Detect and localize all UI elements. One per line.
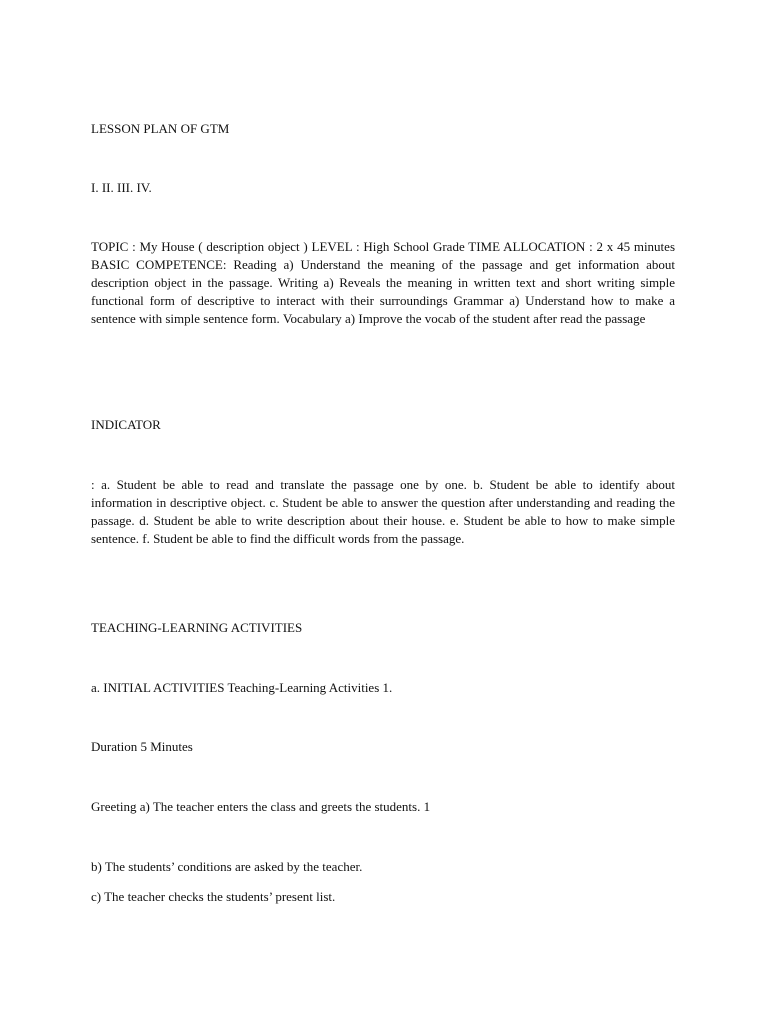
activity-item-b: b) The students’ conditions are asked by the teacher. — [91, 859, 363, 874]
duration-line: Duration 5 Minutes — [91, 739, 193, 754]
indicator-paragraph: : a. Student be able to read and translate the passage one by one. b. Student be able to identify about information in descriptive object. c. Student be able to answer the question after understanding and reading the passage. d. Student be able to write description about their house. e. Student be able to how to make simple sentence. f. Student be able to find the difficult words from the passage. — [91, 477, 675, 546]
topic-paragraph: TOPIC : My House ( description object ) LEVEL : High School Grade TIME ALLOCATION : 2 x 45 minutes BASIC COMPETENCE: Reading a) Understand the meaning of the passage and get information about description object in the passage. Writing a) Reveals the meaning in written text and short writing simple functional form of descriptive to interact with their surroundings Grammar a) Understand how to make a sentence with simple sentence form. Vocabulary a) Improve the vocab of the student after read the passage — [91, 239, 675, 326]
document-title: LESSON PLAN OF GTM — [91, 121, 230, 136]
greeting-line: Greeting a) The teacher enters the class and greets the students. 1 — [91, 799, 431, 814]
teaching-learning-heading: TEACHING-LEARNING ACTIVITIES — [91, 620, 303, 635]
section-numerals: I. II. III. IV. — [91, 180, 152, 195]
initial-activities-line: a. INITIAL ACTIVITIES Teaching-Learning Activities 1. — [91, 680, 393, 695]
indicator-heading: INDICATOR — [91, 417, 161, 432]
activity-item-c: c) The teacher checks the students’ present list. — [91, 889, 336, 904]
